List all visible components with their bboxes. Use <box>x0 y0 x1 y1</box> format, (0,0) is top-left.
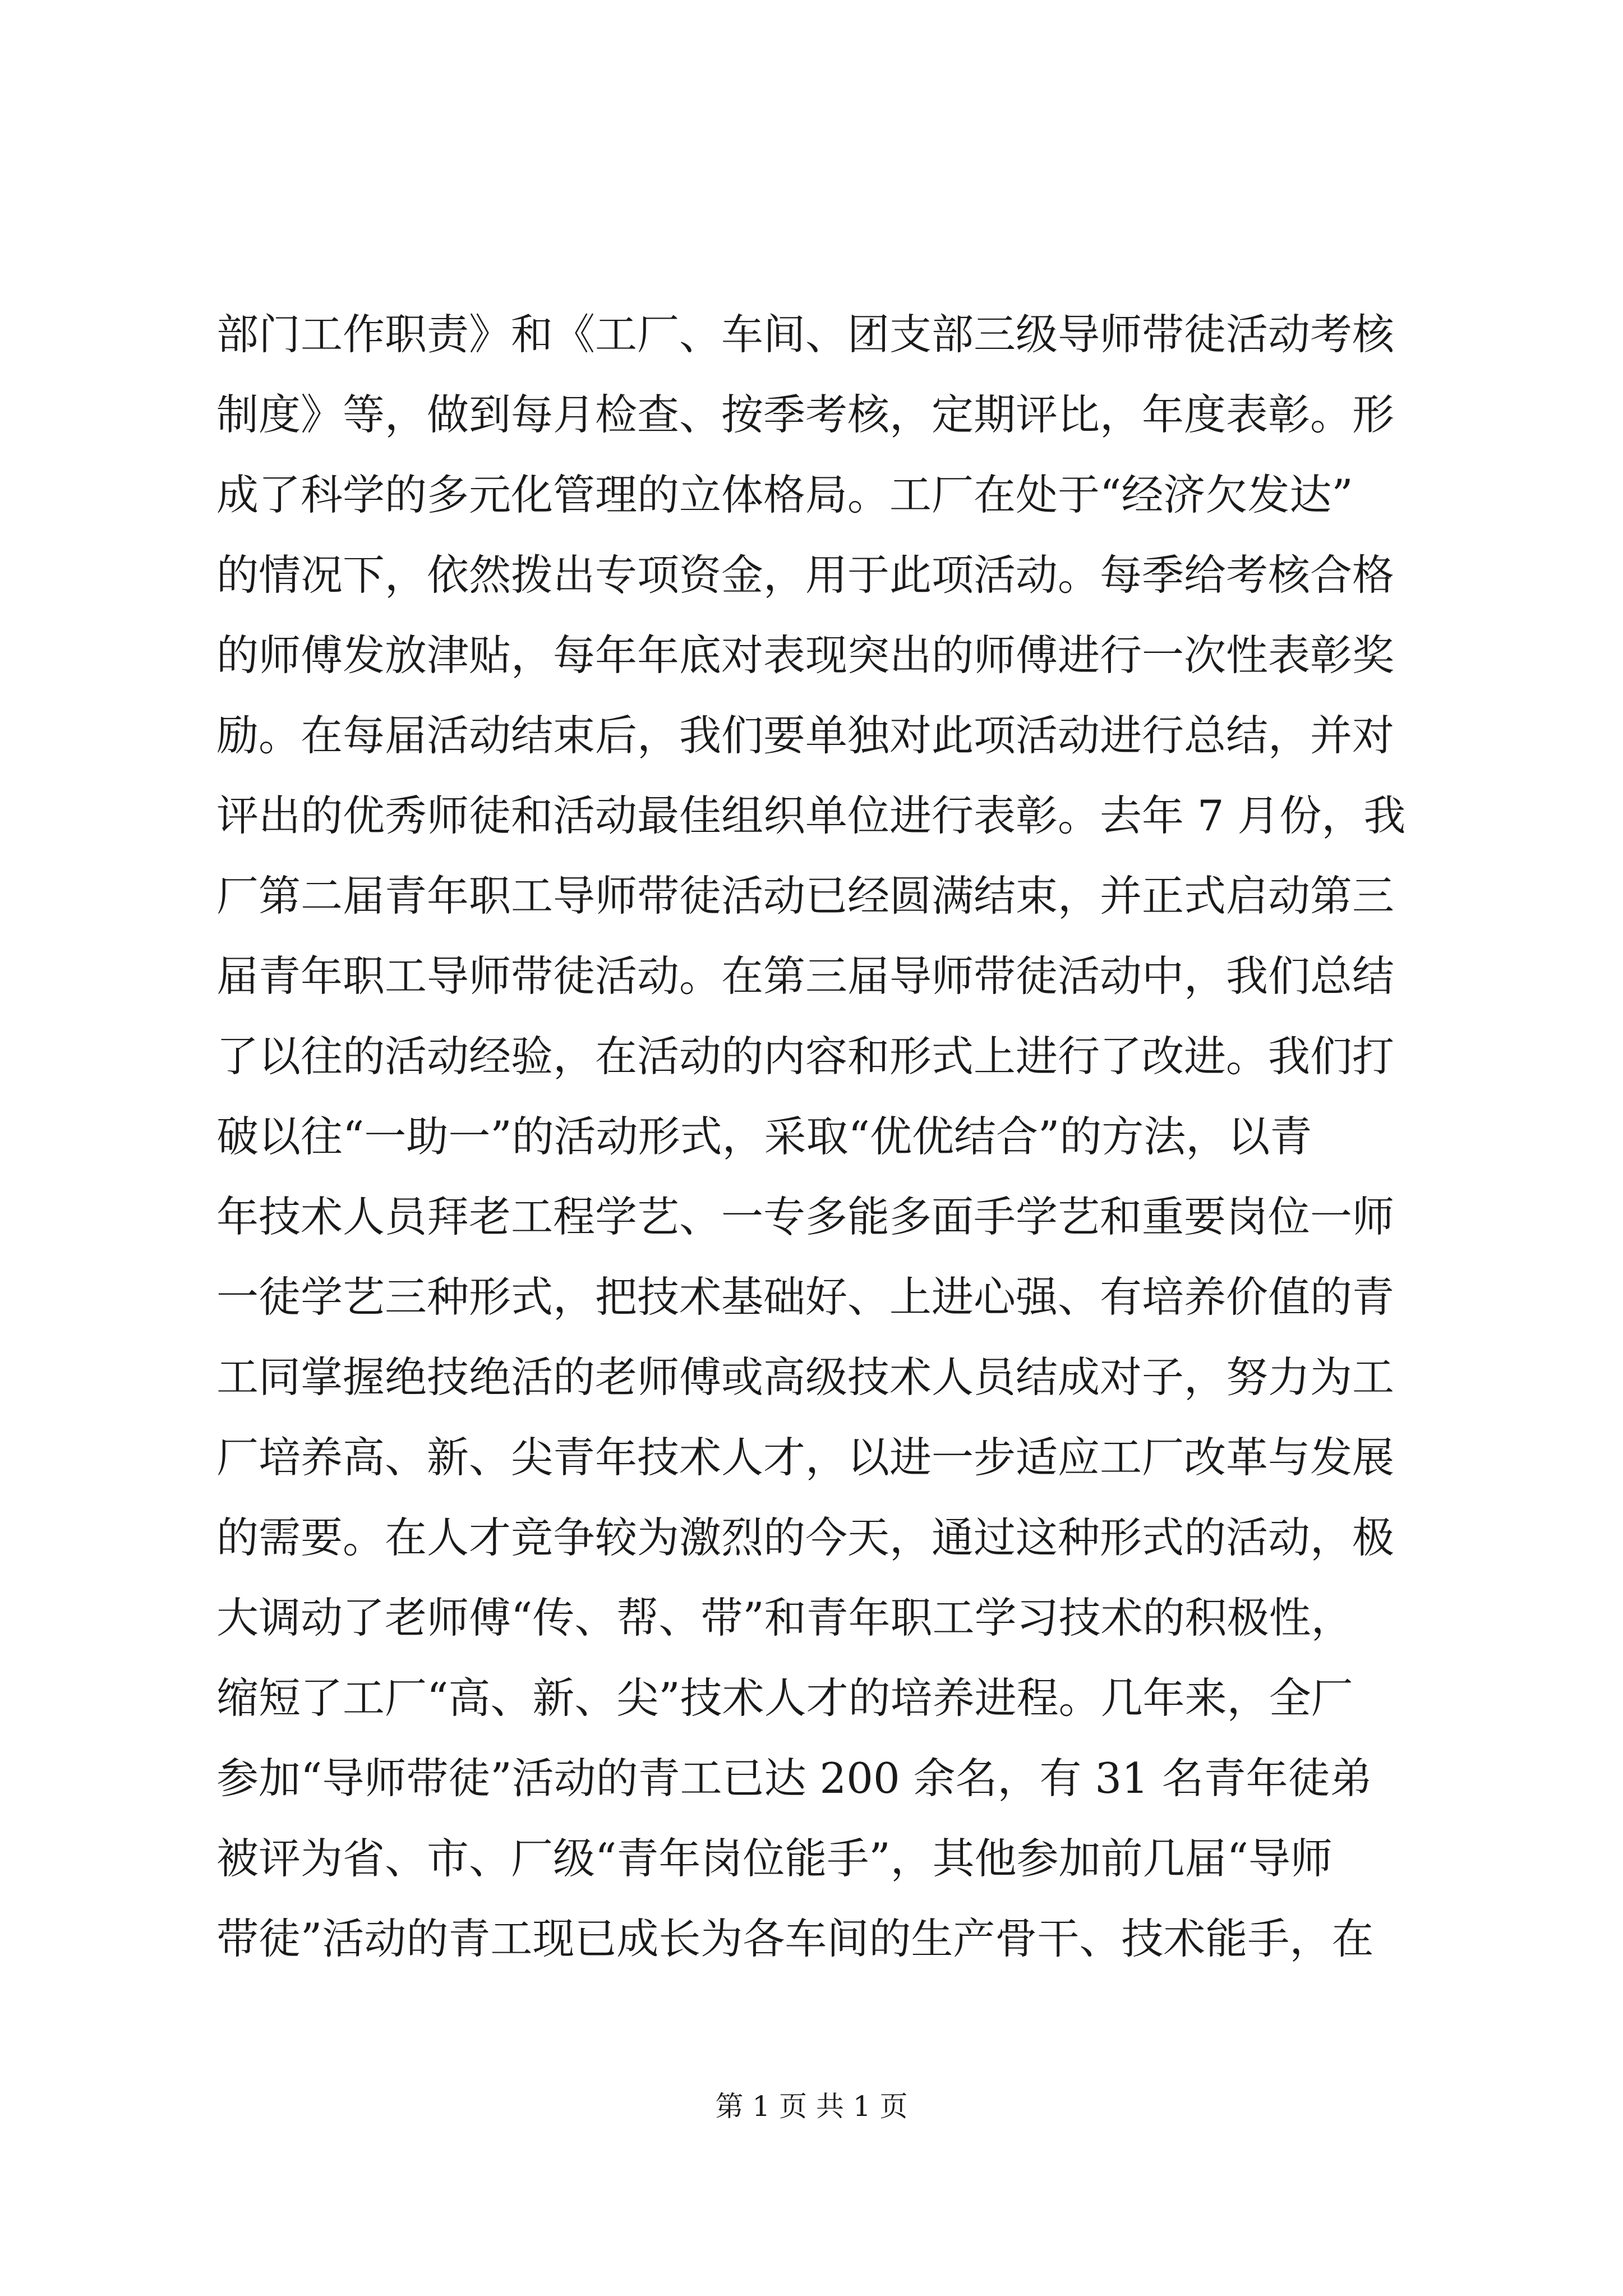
page-number: 第 1 页 共 1 页 <box>715 2090 908 2123</box>
text-line: 评出的优秀师徒和活动最佳组织单位进行表彰。去年 7 月份，我 <box>216 791 1406 840</box>
text-line: 励。在每届活动结束后，我们要单独对此项活动进行总结，并对 <box>216 711 1395 760</box>
text-line: 厂培养高、新、尖青年技术人才，以进一步适应工厂改革与发展 <box>216 1433 1395 1482</box>
text-line: 厂第二届青年职工导师带徒活动已经圆满结束，并正式启动第三 <box>216 871 1395 921</box>
text-line: 破以往“一助一”的活动形式，采取“优优结合”的方法，以青 <box>216 1112 1312 1161</box>
page-footer <box>0 2087 1623 2126</box>
text-line: 年技术人员拜老工程学艺、一专多能多面手学艺和重要岗位一师 <box>216 1192 1395 1241</box>
text-line: 被评为省、市、厂级“青年岗位能手”，其他参加前几届“导师 <box>216 1834 1333 1883</box>
text-line: 部门工作职责》和《工厂、车间、团支部三级导师带徒活动考核 <box>216 310 1395 359</box>
text-line: 的情况下，依然拨出专项资金，用于此项活动。每季给考核合格 <box>216 550 1395 600</box>
text-line: 的师傅发放津贴，每年年底对表现突出的师傅进行一次性表彰奖 <box>216 631 1395 680</box>
text-line: 一徒学艺三种形式，把技术基础好、上进心强、有培养价值的青 <box>216 1272 1395 1322</box>
text-line: 工同掌握绝技绝活的老师傅或高级技术人员结成对子，努力为工 <box>216 1352 1395 1402</box>
text-line: 带徒”活动的青工现已成长为各车间的生产骨干、技术能手，在 <box>216 1914 1374 1963</box>
text-line: 大调动了老师傅“传、帮、带”和青年职工学习技术的积极性， <box>216 1593 1353 1642</box>
text-line: 成了科学的多元化管理的立体格局。工厂在处于“经济欠发达” <box>216 470 1353 519</box>
text-line: 缩短了工厂“高、新、尖”技术人才的培养进程。几年来，全厂 <box>216 1673 1353 1723</box>
text-line: 制度》等，做到每月检查、按季考核，定期评比，年度表彰。形 <box>216 390 1395 439</box>
text-line: 参加“导师带徒”活动的青工已达 200 余名，有 31 名青年徒弟 <box>216 1754 1372 1803</box>
text-line: 的需要。在人才竞争较为激烈的今天，通过这种形式的活动，极 <box>216 1513 1395 1562</box>
text-line: 届青年职工导师带徒活动。在第三届导师带徒活动中，我们总结 <box>216 951 1395 1001</box>
text-line: 了以往的活动经验，在活动的内容和形式上进行了改进。我们打 <box>216 1032 1395 1081</box>
body-text <box>216 295 1428 1979</box>
